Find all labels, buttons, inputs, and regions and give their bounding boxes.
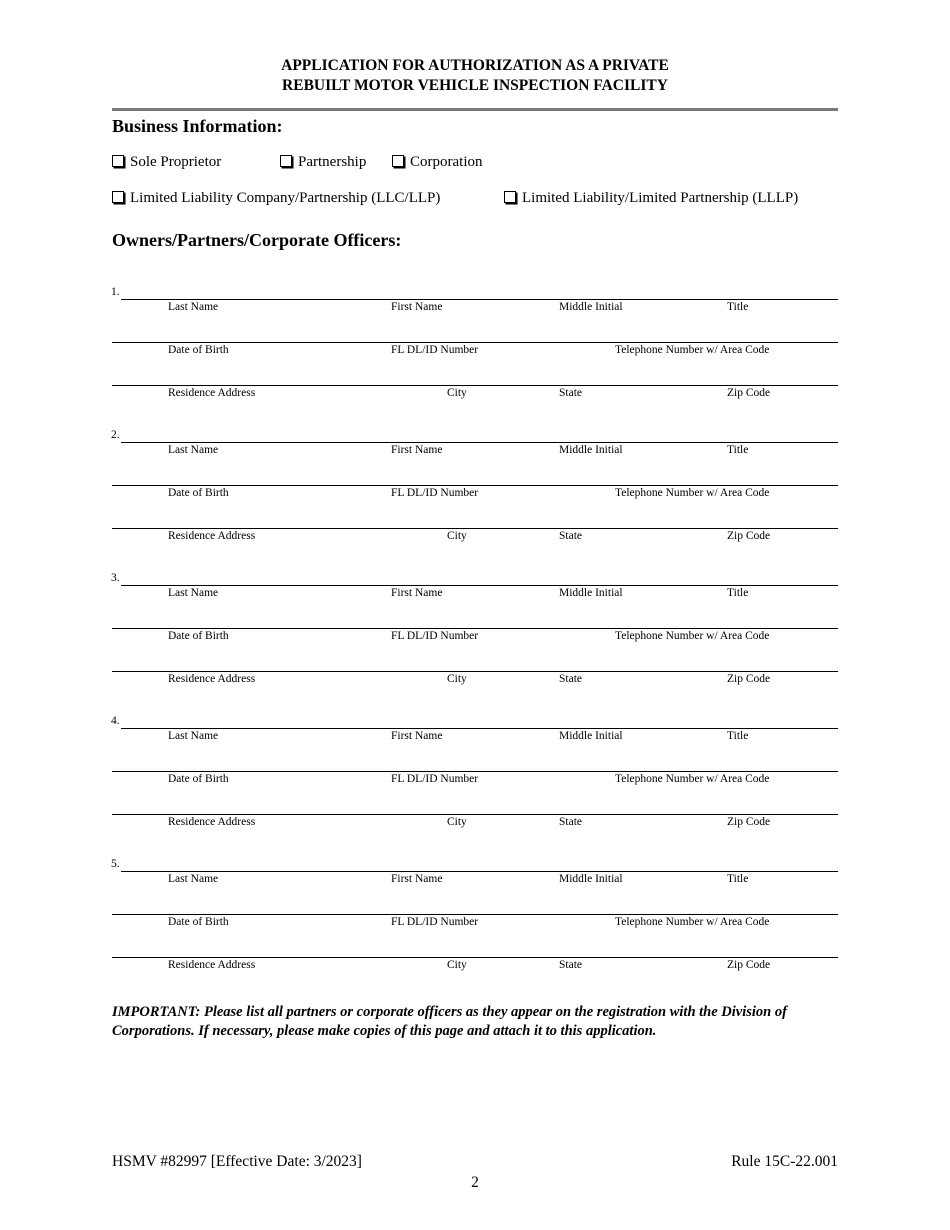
dob-label: Date of Birth [168, 916, 229, 928]
name-field-line[interactable] [121, 871, 838, 872]
dl-number-label: FL DL/ID Number [391, 916, 479, 928]
first-name-label: First Name [391, 301, 443, 313]
name-field-line[interactable] [121, 299, 838, 300]
title-line-2: REBUILT MOTOR VEHICLE INSPECTION FACILITY [282, 77, 668, 94]
phone-label: Telephone Number w/ Area Code [615, 916, 770, 928]
residence-address-label: Residence Address [168, 387, 256, 399]
page-number: 2 [471, 1174, 479, 1191]
last-name-label: Last Name [168, 301, 219, 313]
state-label: State [559, 959, 582, 971]
name-field-line[interactable] [121, 442, 838, 443]
dob-field-line[interactable] [112, 628, 838, 629]
dob-field-line[interactable] [112, 485, 838, 486]
dl-number-label: FL DL/ID Number [391, 630, 479, 642]
checkbox-label: Sole Proprietor [130, 154, 222, 170]
title-label: Title [727, 301, 749, 313]
address-field-line[interactable] [112, 671, 838, 672]
checkbox-corporation[interactable] [392, 154, 483, 171]
dob-field-line[interactable] [112, 914, 838, 915]
checkbox-label: Corporation [410, 154, 483, 170]
title-line-1: APPLICATION FOR AUTHORIZATION AS A PRIVATE [281, 57, 669, 74]
residence-address-label: Residence Address [168, 673, 256, 685]
dl-number-label: FL DL/ID Number [391, 487, 479, 499]
name-field-line[interactable] [121, 728, 838, 729]
entry-number: 3. [111, 572, 120, 584]
state-label: State [559, 673, 582, 685]
title-label: Title [727, 587, 749, 599]
checkbox-llc-llp[interactable] [112, 190, 440, 207]
checkbox-icon[interactable] [280, 155, 292, 167]
first-name-label: First Name [391, 444, 443, 456]
dob-label: Date of Birth [168, 487, 229, 499]
title-label: Title [727, 873, 749, 885]
zip-code-label: Zip Code [727, 387, 771, 399]
checkbox-sole-proprietor[interactable] [112, 154, 221, 171]
dob-label: Date of Birth [168, 344, 229, 356]
entry-number: 4. [111, 715, 120, 727]
address-field-line[interactable] [112, 957, 838, 958]
checkbox-label: Limited Liability/Limited Partnership (LLLP) [522, 190, 799, 206]
dob-label: Date of Birth [168, 773, 229, 785]
zip-code-label: Zip Code [727, 673, 771, 685]
checkbox-label: Limited Liability Company/Partnership (LLC/LLP) [130, 190, 441, 206]
dob-field-line[interactable] [112, 771, 838, 772]
last-name-label: Last Name [168, 587, 219, 599]
checkbox-label: Partnership [298, 154, 367, 170]
city-label: City [447, 530, 467, 542]
form-number: HSMV #82997 [Effective Date: 3/2023] [112, 1153, 362, 1170]
state-label: State [559, 387, 582, 399]
zip-code-label: Zip Code [727, 959, 771, 971]
first-name-label: First Name [391, 730, 443, 742]
entry-number: 2. [111, 429, 120, 441]
title-label: Title [727, 444, 749, 456]
middle-initial-label: Middle Initial [559, 873, 623, 885]
dl-number-label: FL DL/ID Number [391, 773, 479, 785]
city-label: City [447, 959, 467, 971]
city-label: City [447, 673, 467, 685]
checkbox-icon[interactable] [392, 155, 404, 167]
dl-number-label: FL DL/ID Number [391, 344, 479, 356]
checkbox-icon[interactable] [504, 191, 516, 203]
phone-label: Telephone Number w/ Area Code [615, 630, 770, 642]
checkbox-icon[interactable] [112, 155, 124, 167]
middle-initial-label: Middle Initial [559, 587, 623, 599]
middle-initial-label: Middle Initial [559, 730, 623, 742]
first-name-label: First Name [391, 873, 443, 885]
checkbox-icon[interactable] [112, 191, 124, 203]
last-name-label: Last Name [168, 873, 219, 885]
business-information-heading: Business Information: [112, 116, 283, 136]
rule-number: Rule 15C-22.001 [731, 1153, 838, 1170]
title-label: Title [727, 730, 749, 742]
residence-address-label: Residence Address [168, 816, 256, 828]
state-label: State [559, 530, 582, 542]
form-title [0, 56, 950, 96]
middle-initial-label: Middle Initial [559, 301, 623, 313]
checkbox-partnership[interactable] [280, 154, 366, 171]
last-name-label: Last Name [168, 444, 219, 456]
address-field-line[interactable] [112, 528, 838, 529]
address-field-line[interactable] [112, 814, 838, 815]
entry-number: 1. [111, 286, 120, 298]
header-divider [112, 108, 838, 111]
dob-field-line[interactable] [112, 342, 838, 343]
phone-label: Telephone Number w/ Area Code [615, 773, 770, 785]
middle-initial-label: Middle Initial [559, 444, 623, 456]
state-label: State [559, 816, 582, 828]
important-note: IMPORTANT: Please list all partners or corporate officers as they appear on the registration with the Division of Corporations. If necessary, please make copies of this page and attach it to this application. [112, 1004, 787, 1039]
phone-label: Telephone Number w/ Area Code [615, 344, 770, 356]
first-name-label: First Name [391, 587, 443, 599]
residence-address-label: Residence Address [168, 959, 256, 971]
entry-number: 5. [111, 858, 120, 870]
zip-code-label: Zip Code [727, 816, 771, 828]
address-field-line[interactable] [112, 385, 838, 386]
dob-label: Date of Birth [168, 630, 229, 642]
phone-label: Telephone Number w/ Area Code [615, 487, 770, 499]
residence-address-label: Residence Address [168, 530, 256, 542]
name-field-line[interactable] [121, 585, 838, 586]
last-name-label: Last Name [168, 730, 219, 742]
checkbox-lllp[interactable] [504, 190, 798, 207]
city-label: City [447, 387, 467, 399]
owners-heading: Owners/Partners/Corporate Officers: [112, 230, 402, 250]
city-label: City [447, 816, 467, 828]
zip-code-label: Zip Code [727, 530, 771, 542]
